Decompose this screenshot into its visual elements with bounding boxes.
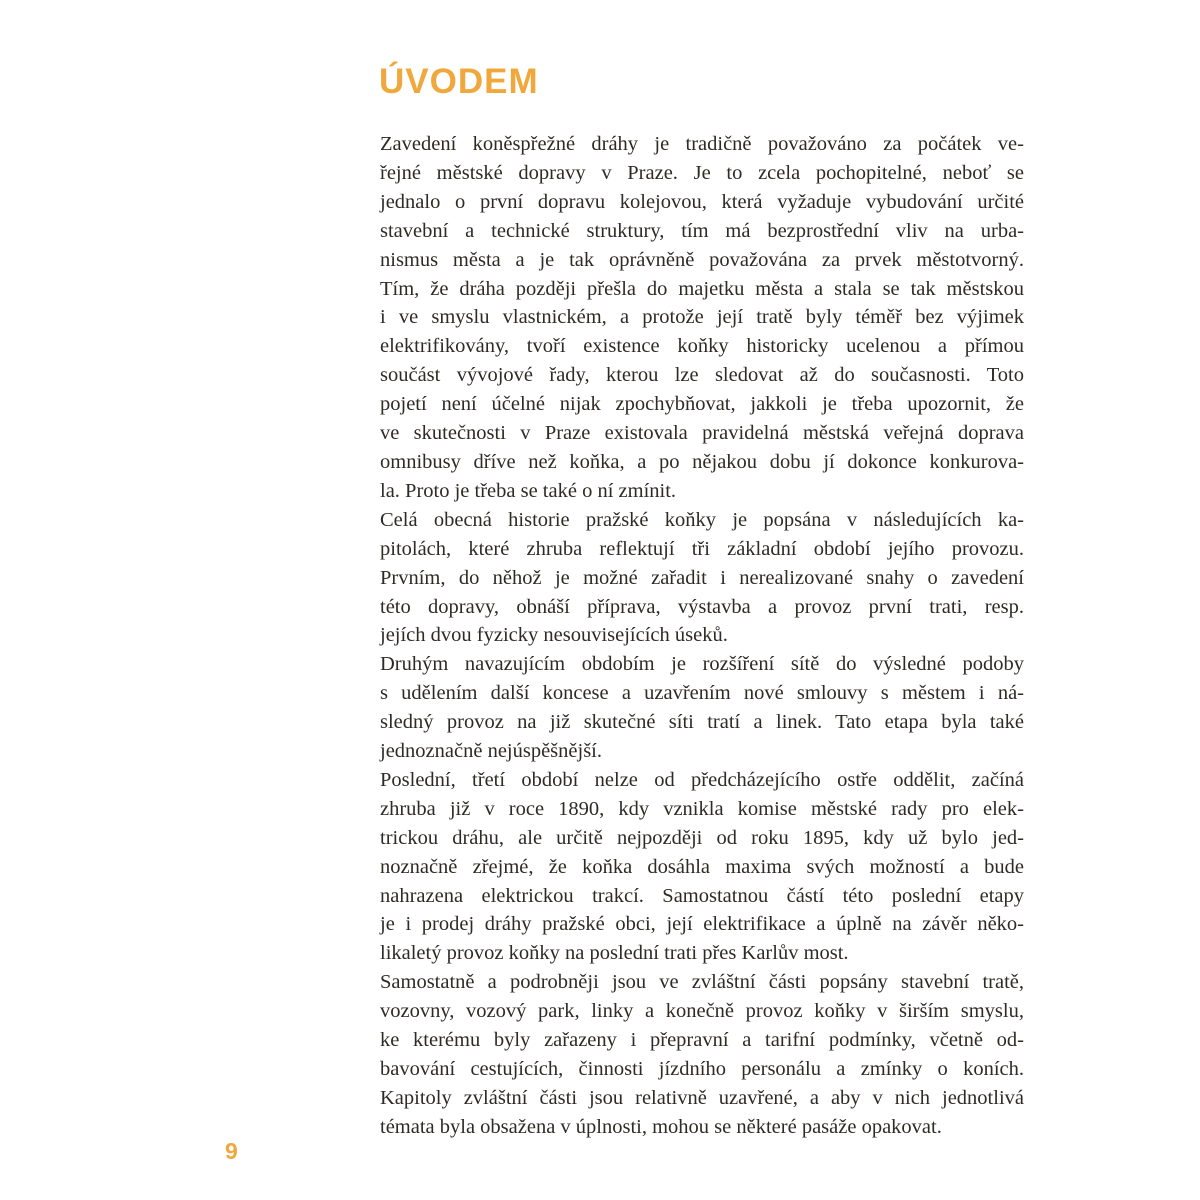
text-line: pitolách, které zhruba reflektují tři základní období jejího provozu.: [380, 537, 1024, 560]
text-line: jednoznačně nejúspěšnější.: [380, 740, 603, 763]
text-line: omnibusy dříve než koňka, a po nějakou dobu jí dokonce konkurova-: [380, 450, 1024, 473]
text-line: i ve smyslu vlastnickém, a protože její tratě byly téměř bez výjimek: [380, 306, 1024, 329]
chapter-title: ÚVODEM: [379, 62, 539, 101]
text-line: jednalo o první dopravu kolejovou, která vyžaduje vybudování určité: [380, 190, 1024, 213]
text-line: elektrifikovány, tvoří existence koňky historicky ucelenou a přímou: [380, 335, 1024, 358]
text-line: trickou dráhu, ale určitě nejpozději od roku 1895, kdy už bylo jed-: [380, 826, 1024, 849]
text-line: la. Proto je třeba se také o ní zmínit.: [380, 479, 677, 502]
text-line: jejích dvou fyzicky nesouvisejících úseků.: [380, 624, 728, 647]
text-line: nismus města a je tak oprávněně považována za prvek městotvorný.: [380, 248, 1024, 271]
text-line: Samostatně a podrobněji jsou ve zvláštní části popsány stavební tratě,: [380, 971, 1024, 994]
text-line: s udělením další koncese a uzavřením nové smlouvy s městem i ná-: [380, 682, 1024, 705]
text-line: řejné městské dopravy v Praze. Je to zcela pochopitelné, neboť se: [380, 161, 1024, 184]
text-line: ke kterému byly zařazeny i přepravní a tarifní podmínky, včetně od-: [380, 1029, 1024, 1052]
text-line: témata byla obsažena v úplnosti, mohou se některé pasáže opakovat.: [380, 1115, 942, 1138]
text-line: zhruba již v roce 1890, kdy vznikla komise městské rady pro elek-: [380, 797, 1024, 820]
text-line: ve skutečnosti v Praze existovala pravidelná městská veřejná doprava: [380, 422, 1024, 445]
text-line: nahrazena elektrickou trakcí. Samostatnou částí této poslední etapy: [380, 884, 1024, 907]
text-line: Celá obecná historie pražské koňky je popsána v následujících ka-: [380, 508, 1024, 531]
body-text: [380, 130, 1024, 1142]
text-line: této dopravy, obnáší příprava, výstavba a provoz první trati, resp.: [380, 595, 1024, 618]
text-line: vozovny, vozový park, linky a konečně provoz koňky v širším smyslu,: [380, 1000, 1024, 1023]
text-line: Tím, že dráha později přešla do majetku města a stala se tak městskou: [380, 277, 1024, 300]
text-line: Prvním, do něhož je možné zařadit i nerealizované snahy o zavedení: [380, 566, 1024, 589]
text-line: noznačně zřejmé, že koňka dosáhla maxima svých možností a bude: [380, 855, 1024, 878]
text-line: likaletý provoz koňky na poslední trati přes Karlův most.: [380, 942, 849, 965]
text-line: bavování cestujících, činnosti jízdního personálu a zmínky o koních.: [380, 1058, 1024, 1080]
text-line: Poslední, třetí období nelze od předcházejícího ostře oddělit, začíná: [380, 768, 1024, 791]
text-line: Zavedení koněspřežné dráhy je tradičně považováno za počátek ve-: [380, 133, 1024, 155]
text-line: sledný provoz na již skutečné síti tratí a linek. Tato etapa byla také: [380, 711, 1024, 734]
text-line: pojetí není účelné nijak zpochybňovat, jakkoli je třeba upozornit, že: [380, 393, 1024, 416]
text-line: je i prodej dráhy pražské obci, její elektrifikace a úplně na závěr něko-: [380, 913, 1024, 936]
text-line: Kapitoly zvláštní části jsou relativně uzavřené, a aby v nich jednotlivá: [380, 1086, 1024, 1109]
text-line: stavební a technické struktury, tím má bezprostřední vliv na urba-: [380, 219, 1024, 242]
page-number: 9: [225, 1138, 238, 1164]
text-line: Druhým navazujícím obdobím je rozšíření sítě do výsledné podoby: [380, 653, 1024, 676]
text-line: součást vývojové řady, kterou lze sledovat až do současnosti. Toto: [380, 364, 1024, 387]
